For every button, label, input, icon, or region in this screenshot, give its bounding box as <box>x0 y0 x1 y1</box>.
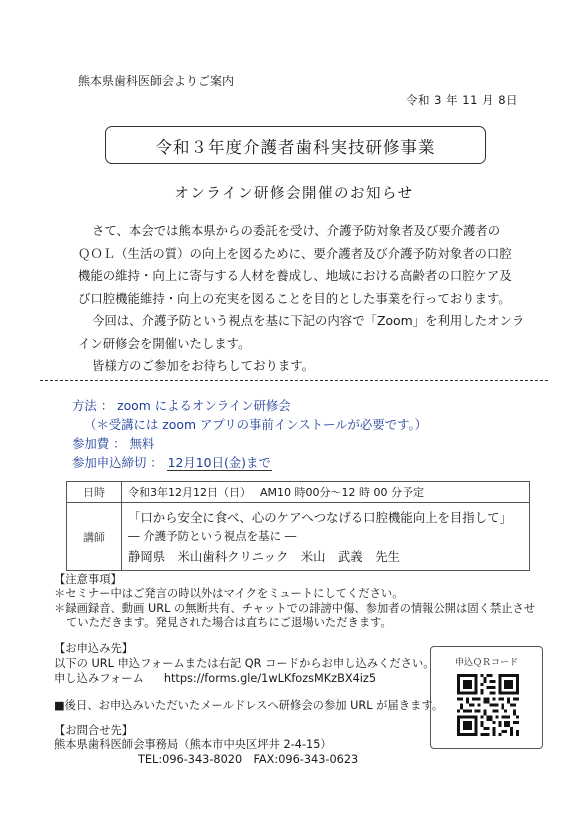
intro-line: ＱＯＬ（生活の質）の向上を図るために、要介護者及び介護予防対象者の口腔 <box>78 245 512 261</box>
intro-paragraph <box>78 220 538 378</box>
method-label: 方法 ： <box>72 398 114 413</box>
intro-line: 今回は、介護予防という視点を基に下記の内容で「Zoom」を利用したオンラ <box>92 313 525 328</box>
method-row <box>72 396 291 414</box>
schedule-table <box>66 481 530 571</box>
sender-line: 熊本県歯科医師会よりご案内 <box>78 74 235 88</box>
apply-instruction: 以下の URL 申込フォームまたは右記 QR コードからお申し込みください。 <box>54 657 435 670</box>
method-value: zoom によるオンライン研修会 <box>117 398 291 413</box>
lecture-title: 「口から安全に食べ、心のケアへつなげる口腔機能向上を目指して」 <box>128 510 512 525</box>
page-subtitle: オンライン研修会開催のお知らせ <box>174 186 414 202</box>
list-item: ＊セミナー中はご発言の時以外はマイクをミュートにしてください。 <box>54 587 404 600</box>
lecturer-header: 講師 <box>67 503 122 571</box>
notes-heading: 【注意事項】 <box>54 573 122 586</box>
lecturer-name: 静岡県 米山歯科クリニック 米山 武義 先生 <box>128 549 400 564</box>
list-item: ていただきます。発見された場合は直ちにご退場いただきます。 <box>66 616 392 629</box>
apply-form-row <box>54 672 435 687</box>
intro-line: 機能の維持・向上に寄与する人材を養成し、地域における高齢者の口腔ケア及 <box>78 268 512 283</box>
date-header: 日時 <box>67 482 122 503</box>
intro-line: び口腔機能維持・向上の充実を図ることを目的とした事業を行っております。 <box>78 290 511 306</box>
lecture-subtitle: ― 介護予防という視点を基に ― <box>128 529 297 543</box>
date-value: 令和3年12月12日（日） AM10 時00分～12 時 00 分予定 <box>122 482 530 503</box>
fee-value: 無料 <box>129 436 155 451</box>
notes-list <box>54 587 535 631</box>
intro-line: さて、本会では熊本県からの委託を受け、介護予防対象者及び要介護者の <box>92 223 501 238</box>
issue-date: 令和 3 年 11 月 8日 <box>406 93 519 107</box>
deadline-value: 12月10日(金)まで <box>167 455 271 470</box>
deadline-label: 参加申込締切 ： <box>72 455 163 470</box>
title-box <box>105 126 486 164</box>
apply-heading: 【お申込み先】 <box>54 642 134 655</box>
list-item: ＊録画録音、動画 URL の無断共有、チャットでの誹謗中傷、参加者の情報公開は固く禁止させ <box>54 601 536 615</box>
form-label: 申し込みフォーム <box>54 671 144 685</box>
contact-phone: TEL:096-343-8020 FAX:096-343-0623 <box>138 752 359 766</box>
after-note: ■後日、お申込みいただいたメールドレスへ研修会の参加 URL が届きます。 <box>54 699 444 712</box>
deadline-row <box>72 453 272 471</box>
fee-row <box>72 434 154 452</box>
qr-code-icon[interactable] <box>457 674 519 736</box>
fee-label: 参加費 ： <box>72 436 126 451</box>
qr-box <box>430 646 543 749</box>
contact-office: 熊本県歯科医師会事務局（熊本市中央区坪井 2-4-15） <box>54 738 332 751</box>
table-row <box>67 503 530 571</box>
apply-section <box>54 657 435 686</box>
form-url-link[interactable]: https://forms.gle/1wLKfozsMKzBX4iz5 <box>163 671 377 685</box>
intro-line: 皆様方のご参加をお待ちしております。 <box>92 358 315 373</box>
page-title: 令和３年度介護者歯科実技研修事業 <box>155 138 436 157</box>
section-divider <box>40 380 548 381</box>
intro-line: イン研修会を開催いたします。 <box>78 335 251 351</box>
method-note: （＊受講には zoom アプリの事前インストールが必要です。） <box>84 417 428 432</box>
table-row <box>67 482 530 503</box>
contact-heading: 【お問合せ先】 <box>54 724 134 737</box>
contact-section <box>54 738 358 767</box>
qr-label: 申込ＱＲコード <box>454 658 518 668</box>
lecture-cell <box>122 503 530 571</box>
